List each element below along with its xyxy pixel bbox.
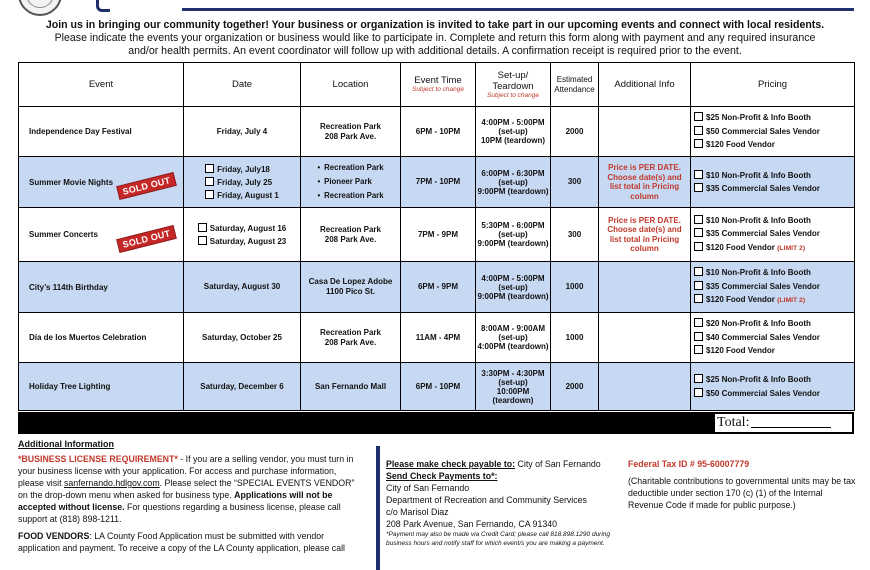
checkbox[interactable] [694, 332, 703, 341]
event-setup: 8:00AM - 9:00AM (set-up) 4:00PM (teardown) [476, 313, 551, 363]
event-info [599, 107, 691, 157]
events-table [18, 62, 855, 411]
address-line: 208 Park Avenue, San Fernando, CA 91340 [386, 519, 558, 529]
section-divider [376, 446, 380, 570]
price-option[interactable]: $35 Commercial Sales Vendor [694, 280, 854, 294]
total-label: Total: [717, 415, 750, 430]
checkbox[interactable] [694, 242, 703, 251]
header [0, 0, 870, 14]
event-location: Recreation Park 208 Park Ave. [301, 107, 401, 157]
logo-mark-icon [96, 0, 110, 12]
price-option[interactable]: $25 Non-Profit & Info Booth [694, 373, 854, 387]
header-setup: Set-up/ Teardown Subject to change [476, 63, 551, 107]
event-date: Saturday, December 6 [184, 363, 301, 411]
event-attendance: 1000 [551, 313, 599, 363]
event-time: 7PM - 9PM [401, 208, 476, 262]
checkbox[interactable] [694, 318, 703, 327]
price-option[interactable]: $50 Commercial Sales Vendor [694, 387, 854, 401]
checkbox[interactable] [198, 236, 207, 245]
event-time: 6PM - 10PM [401, 363, 476, 411]
total-field[interactable] [715, 414, 852, 432]
tax-section [628, 458, 858, 511]
event-location: Casa De Lopez Adobe 1100 Pico St. [301, 262, 401, 313]
intro-instructions-1: Please indicate the events your organization or business would like to participate in. Complete and return this form along with payment and any required insurance [54, 32, 816, 44]
table-row [19, 107, 855, 157]
event-location: Recreation Park 208 Park Ave. [301, 313, 401, 363]
checkbox[interactable] [694, 183, 703, 192]
checkbox[interactable] [694, 388, 703, 397]
table-row [19, 157, 855, 208]
event-name: Summer Movie Nights SOLD OUT [19, 157, 184, 208]
date-option[interactable]: Friday, July 25 [205, 176, 279, 189]
additional-info-heading: Additional Information [18, 439, 114, 449]
send-payments-label: Send Check Payments to*: [386, 471, 498, 481]
sold-out-badge: SOLD OUT [116, 172, 177, 200]
intro-headline: Join us in bringing our community together! Your business or organization is invited to take part in our upcoming events and connect with local residents. [45, 19, 825, 31]
checkbox[interactable] [694, 215, 703, 224]
header-pricing: Pricing [691, 63, 855, 107]
table-row [19, 262, 855, 313]
date-option[interactable]: Saturday, August 23 [198, 235, 286, 248]
event-name: City’s 114th Birthday [19, 262, 184, 313]
table-header-row [19, 63, 855, 107]
price-option[interactable]: $120 Food Vendor [694, 138, 854, 152]
event-setup: 5:30PM - 6:00PM (set-up) 9:00PM (teardown) [476, 208, 551, 262]
price-option[interactable]: $120 Food Vendor (LIMIT 2) [694, 241, 854, 256]
limit-note: (LIMIT 2) [777, 244, 806, 252]
checkbox[interactable] [694, 267, 703, 276]
price-option[interactable]: $35 Commercial Sales Vendor [694, 227, 854, 241]
payable-line: Please make check payable to: City of San Fernando [386, 459, 601, 469]
table-row [19, 363, 855, 411]
event-time: 6PM - 10PM [401, 107, 476, 157]
price-option[interactable]: $40 Commercial Sales Vendor [694, 331, 854, 345]
additional-info-section [18, 438, 364, 559]
event-pricing [691, 208, 855, 262]
date-option[interactable]: Saturday, August 16 [198, 222, 286, 235]
checkbox[interactable] [198, 223, 207, 232]
event-pricing [691, 262, 855, 313]
header-additional-info: Additional Info [599, 63, 691, 107]
event-pricing [691, 313, 855, 363]
checkbox[interactable] [205, 164, 214, 173]
checkbox[interactable] [694, 228, 703, 237]
price-option[interactable]: $35 Commercial Sales Vendor [694, 182, 854, 196]
event-info [599, 363, 691, 411]
event-setup: 4:00PM - 5:00PM (set-up) 9:00PM (teardown) [476, 262, 551, 313]
sold-out-badge: SOLD OUT [116, 225, 177, 253]
price-option[interactable]: $10 Non-Profit & Info Booth [694, 266, 854, 280]
price-option[interactable]: $20 Non-Profit & Info Booth [694, 317, 854, 331]
event-pricing [691, 157, 855, 208]
bullet-icon: • [317, 177, 321, 186]
address-line: City of San Fernando [386, 483, 470, 493]
event-setup: 4:00PM - 5:00PM (set-up) 10PM (teardown) [476, 107, 551, 157]
event-time: 7PM - 10PM [401, 157, 476, 208]
event-date [184, 208, 301, 262]
event-info [599, 313, 691, 363]
event-name: Día de los Muertos Celebration [19, 313, 184, 363]
total-bar [18, 412, 854, 434]
food-vendor-paragraph: FOOD VENDORS: LA County Food Application must be submitted with vendor application and payment. To receive a copy of the LA County application, please call [18, 531, 345, 553]
event-pricing [691, 363, 855, 411]
header-event: Event [19, 63, 184, 107]
bullet-icon: • [317, 191, 321, 200]
limit-note: (LIMIT 2) [777, 297, 806, 305]
event-time: 6PM - 9PM [401, 262, 476, 313]
price-option[interactable]: $120 Food Vendor [694, 344, 854, 358]
checkbox[interactable] [694, 374, 703, 383]
price-option[interactable]: $120 Food Vendor (LIMIT 2) [694, 293, 854, 308]
event-name: Summer Concerts SOLD OUT [19, 208, 184, 262]
address-line: c/o Marisol Diaz [386, 507, 449, 517]
license-link[interactable]: sanfernando.hdlgov.com [63, 478, 160, 488]
event-date: Saturday, October 25 [184, 313, 301, 363]
checkbox[interactable] [694, 139, 703, 148]
checkbox[interactable] [694, 126, 703, 135]
price-option[interactable]: $50 Commercial Sales Vendor [694, 125, 854, 139]
event-attendance: 300 [551, 208, 599, 262]
event-date [184, 157, 301, 208]
checkbox[interactable] [205, 177, 214, 186]
event-time: 11AM - 4PM [401, 313, 476, 363]
intro-text [10, 19, 860, 58]
header-divider [182, 8, 854, 11]
event-location: • Recreation Park • Pioneer Park • Recreation Park [301, 157, 401, 208]
event-attendance: 300 [551, 157, 599, 208]
checkbox[interactable] [694, 281, 703, 290]
event-date: Friday, July 4 [184, 107, 301, 157]
header-location: Location [301, 63, 401, 107]
event-location: San Fernando Mall [301, 363, 401, 411]
event-info [599, 262, 691, 313]
license-paragraph: *BUSINESS LICENSE REQUIREMENT* - If you are a selling vendor, you must turn in your business license with your application. For access and purchase information, please visit sanfernando.hdlgov.com. Please select the “SPECIAL EVENTS VENDOR” on the drop-down menu when asked for business type. Applications will not be accepted without license. For questions regarding a business license, please call support at (818) 898-1211. [18, 454, 355, 524]
table-row [19, 208, 855, 262]
event-setup: 3:30PM - 4:30PM (set-up) 10:00PM (teardown) [476, 363, 551, 411]
price-option[interactable]: $10 Non-Profit & Info Booth [694, 214, 854, 228]
event-info: Price is PER DATE. Choose date(s) and list total in Pricing column [599, 157, 691, 208]
total-input-line[interactable] [751, 416, 831, 428]
header-event-time: Event Time Subject to change [401, 63, 476, 107]
price-option[interactable]: $25 Non-Profit & Info Booth [694, 111, 854, 125]
event-pricing [691, 107, 855, 157]
address-line: Department of Recreation and Community Services [386, 495, 587, 505]
city-seal-icon [18, 0, 62, 16]
tax-note: (Charitable contributions to governmental units may be tax deductible under section 170 (c) (1) of the Internal Revenue Code if made for public purpose.) [628, 476, 856, 510]
payment-note: *Payment may also be made via Credit Card; please call 818.898.1290 during business hours and notify staff for which event/s you are making a payment. [386, 531, 611, 547]
event-attendance: 1000 [551, 262, 599, 313]
checkbox[interactable] [205, 190, 214, 199]
event-date: Saturday, August 30 [184, 262, 301, 313]
event-location: Recreation Park 208 Park Ave. [301, 208, 401, 262]
header-date: Date [184, 63, 301, 107]
payment-section [386, 458, 616, 548]
price-option[interactable]: $10 Non-Profit & Info Booth [694, 169, 854, 183]
event-setup: 6:00PM - 6:30PM (set-up) 9:00PM (teardown) [476, 157, 551, 208]
checkbox[interactable] [694, 170, 703, 179]
checkbox[interactable] [694, 345, 703, 354]
event-attendance: 2000 [551, 363, 599, 411]
checkbox[interactable] [694, 112, 703, 121]
event-info: Price is PER DATE. Choose date(s) and list total in Pricing column [599, 208, 691, 262]
event-name: Independence Day Festival [19, 107, 184, 157]
table-row [19, 313, 855, 363]
bullet-icon: • [317, 163, 321, 172]
event-attendance: 2000 [551, 107, 599, 157]
checkbox[interactable] [694, 294, 703, 303]
event-name: Holiday Tree Lighting [19, 363, 184, 411]
header-attendance: Estimated Attendance [551, 63, 599, 107]
date-option[interactable]: Friday, July18 [205, 163, 279, 176]
intro-instructions-2: and/or health permits. An event coordinator will follow up with additional details. A confirmation receipt is required prior to the event. [128, 45, 742, 57]
federal-tax-id: Federal Tax ID # 95-60007779 [628, 459, 750, 469]
date-option[interactable]: Friday, August 1 [205, 189, 279, 202]
